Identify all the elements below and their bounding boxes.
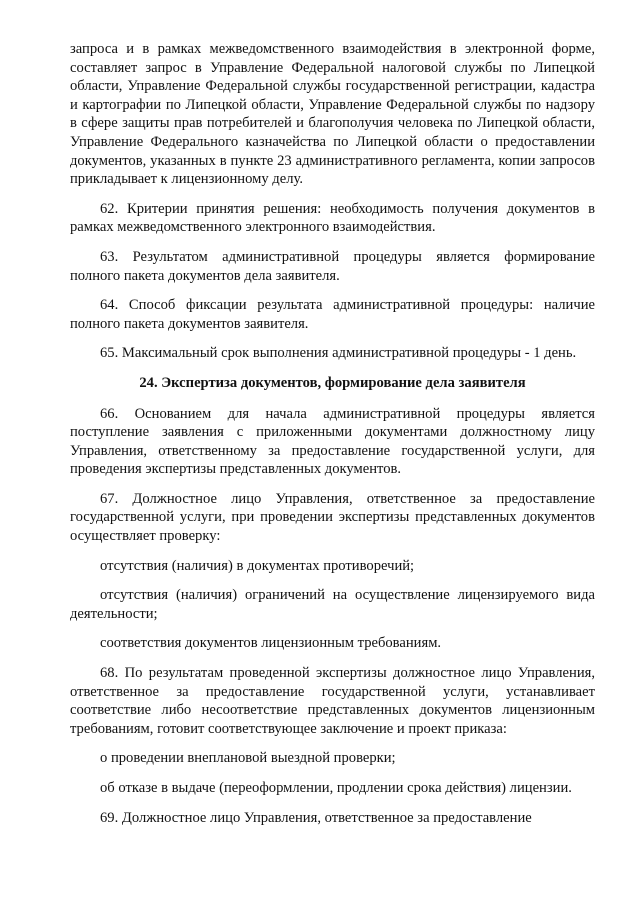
- paragraph-65: 65. Максимальный срок выполнения административной процедуры - 1 день.: [100, 345, 577, 362]
- paragraph-64: 64. Способ фиксации результата административной процедуры: наличие полного пакета документов заявителя.: [70, 297, 595, 332]
- paragraph-63: 63. Результатом административной процедуры является формирование полного пакета документов дела заявителя.: [70, 248, 595, 284]
- list-item-restrictions: отсутствия (наличия) ограничений на осуществление лицензируемого вида деятельности;: [70, 587, 595, 622]
- paragraph-66: 66. Основанием для начала административной процедуры является поступление заявления с приложенными документами должностному лицу Управления, ответственному за предоставление государственной услуги, для проведения экспертизы представленных документов.: [70, 405, 595, 478]
- section-heading: 24. Экспертиза документов, формирование дела заявителя: [139, 374, 526, 391]
- paragraph-69: 69. Должностное лицо Управления, ответственное за предоставление: [100, 809, 532, 826]
- document-body: [70, 40, 595, 838]
- list-item-compliance: соответствия документов лицензионным требованиям.: [100, 635, 442, 652]
- paragraph-67: 67. Должностное лицо Управления, ответственное за предоставление государственной услуги, при проведении экспертизы представленных документов осуществляет проверку:: [70, 490, 595, 545]
- paragraph-continued: запроса и в рамках межведомственного взаимодействия в электронной форме, составляет запрос в Управление Федеральной налоговой службы по Липецкой области, Управление Федеральной службы государственной регистрации, кадастра и картографии по Липецкой области, Управление Федеральной службы по надзору в сфере защиты прав потребителей и благополучия человека по Липецкой области, Управление Федерального казначейства по Липецкой области о предоставлении документов, указанных в пункте 23 административного регламента, копии запросов прикладывает к лицензионному делу.: [70, 41, 595, 188]
- list-item-inspection: о проведении внеплановой выездной проверки;: [100, 750, 396, 767]
- paragraph-68: 68. По результатам проведенной экспертизы должностное лицо Управления, ответственное за предоставление государственной услуги, устанавливает соответствие либо несоответствие представленных документов лицензионным требованиям, готовит соответствующее заключение и проект приказа:: [70, 665, 595, 737]
- paragraph-62: 62. Критерии принятия решения: необходимость получения документов в рамках межведомственного электронного взаимодействия.: [70, 200, 595, 236]
- list-item-refusal: об отказе в выдаче (переоформлении, продлении срока действия) лицензии.: [100, 780, 572, 796]
- list-item-contradictions: отсутствия (наличия) в документах противоречий;: [100, 557, 415, 574]
